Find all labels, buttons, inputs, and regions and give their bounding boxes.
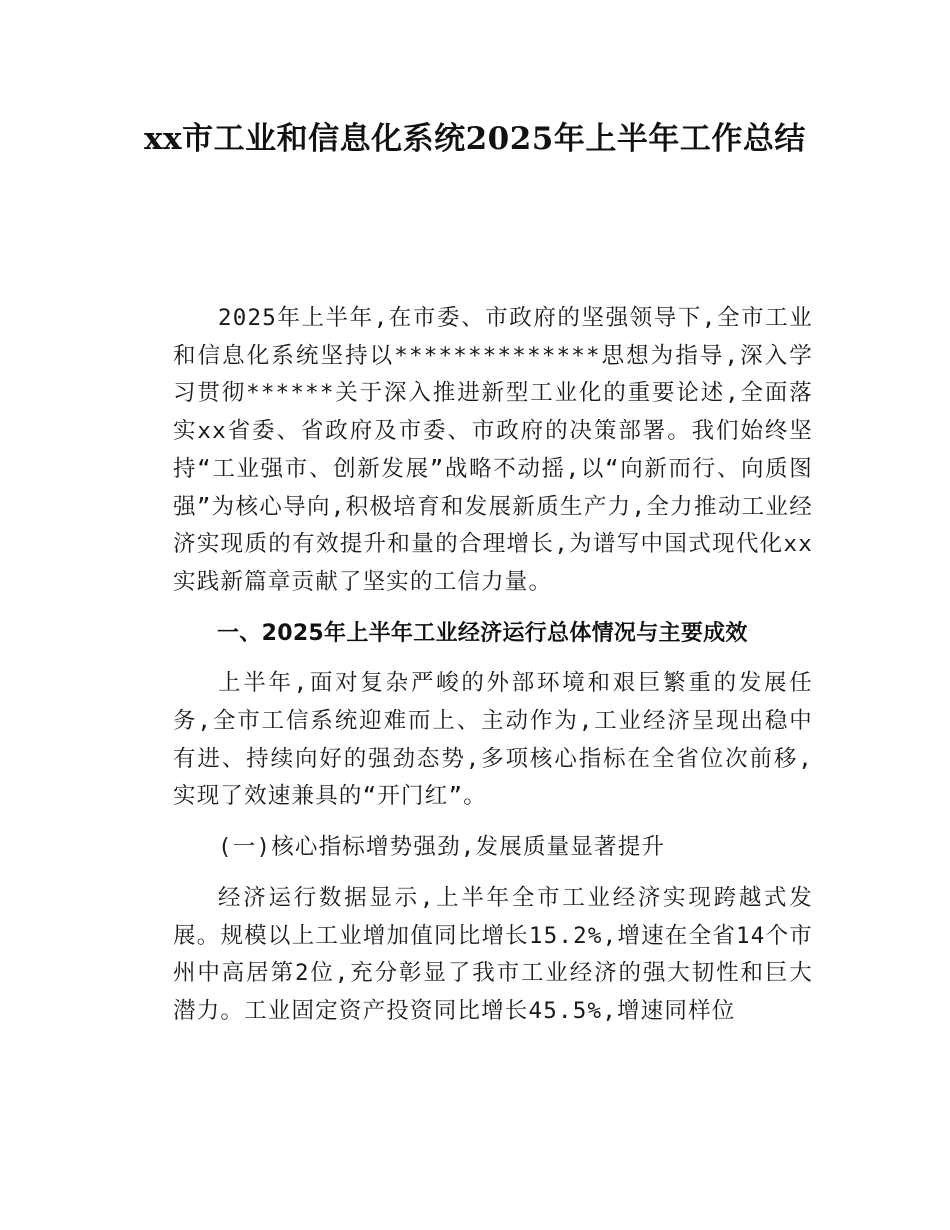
section-heading: 一、2025年上半年工业经济运行总体情况与主要成效 [217, 620, 748, 646]
section-paragraph: 上半年,面对复杂严峻的外部环境和艰巨繁重的发展任务,全市工信系统迎难而上、主动作为,工业经济呈现出稳中有进、持续向好的强劲态势,多项核心指标在全省位次前移,实现了效速兼具的“开门红”。 [173, 670, 813, 810]
document-body [173, 300, 813, 1044]
document-title: xx市工业和信息化系统2025年上半年工作总结 [144, 121, 806, 157]
subsection-paragraph: 经济运行数据显示,上半年全市工业经济实现跨越式发展。规模以上工业增加值同比增长15.2%,增速在全省14个市州中高居第2位,充分彰显了我市工业经济的强大韧性和巨大潜力。工业固定资产投资同比增长45.5%,增速同样位 [173, 884, 813, 1024]
subsection-heading: (一)核心指标增势强劲,发展质量显著提升 [218, 834, 666, 861]
intro-paragraph: 2025年上半年,在市委、市政府的坚强领导下,全市工业和信息化系统坚持以**************思想为指导,深入学习贯彻******关于深入推进新型工业化的重要论述,全面落实xx省委、省政府及市委、市政府的决策部署。我们始终坚持“工业强市、创新发展”战略不动摇,以“向新而行、向质图强”为核心导向,积极培育和发展新质生产力,全力推动工业经济实现质的有效提升和量的合理增长,为谱写中国式现代化xx实践新篇章贡献了坚实的工信力量。 [173, 305, 813, 595]
